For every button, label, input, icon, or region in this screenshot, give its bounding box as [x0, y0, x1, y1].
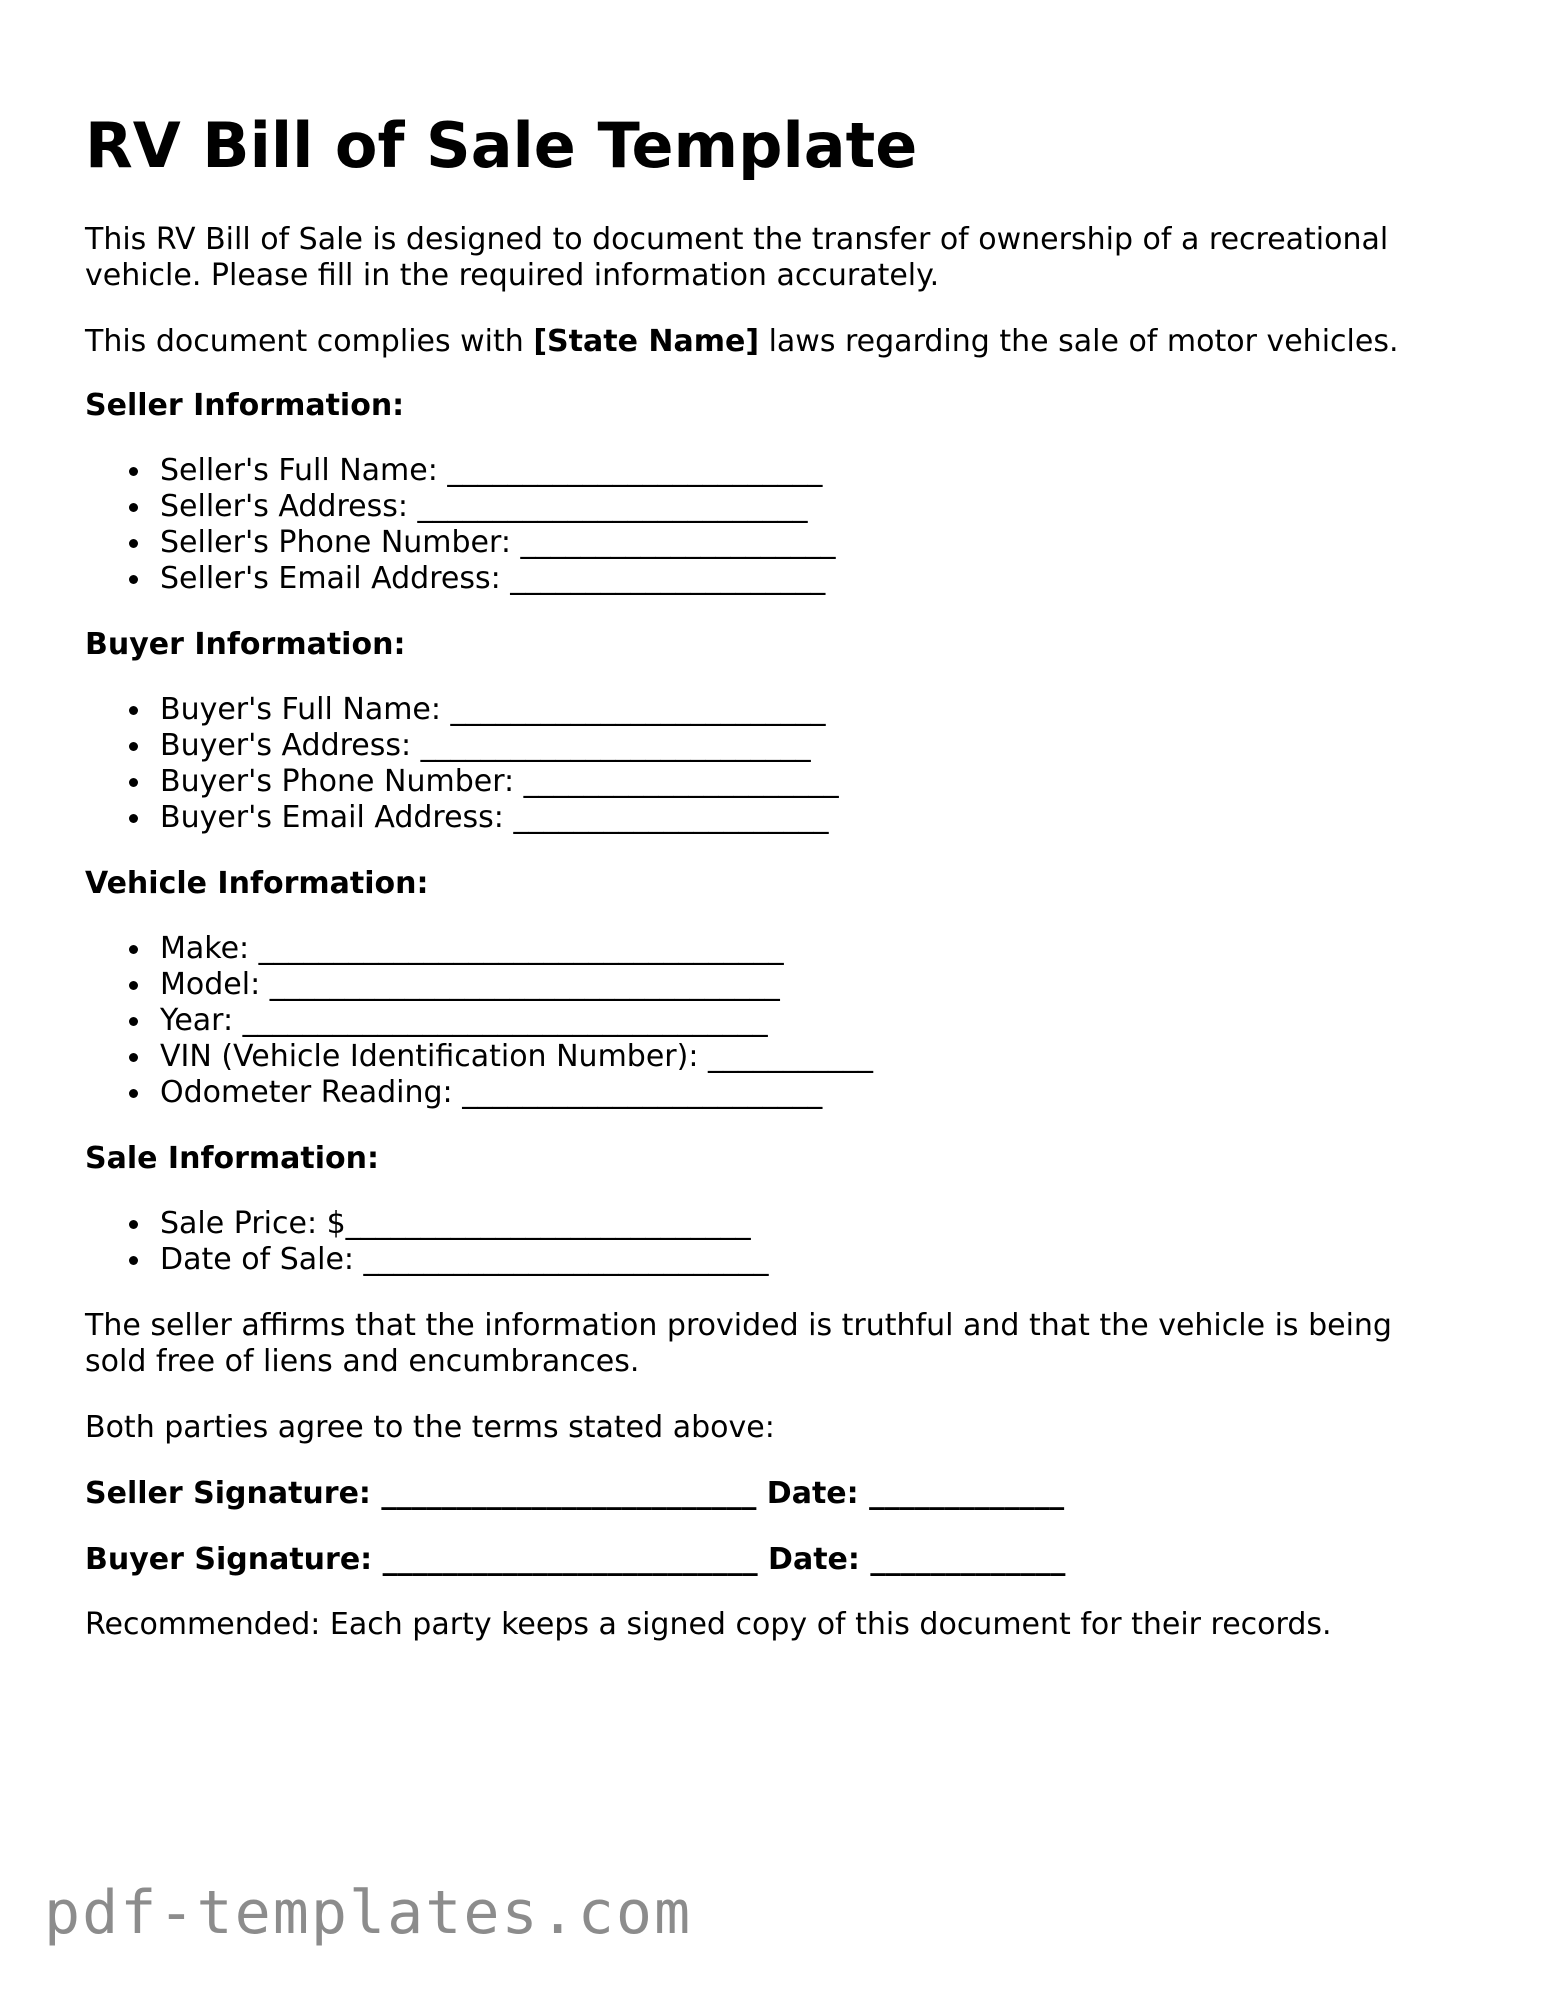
sale-section-heading: Sale Information: — [85, 1141, 379, 1176]
vehicle-make-field[interactable]: Make: ___________________________________ — [85, 931, 873, 967]
seller-full-name-field[interactable]: Seller's Full Name: _________________________ — [85, 453, 835, 489]
intro-line-2: vehicle. Please fill in the required information accurately. — [85, 258, 940, 293]
compliance-text-before: This document complies with — [85, 324, 534, 359]
compliance-paragraph — [85, 324, 1398, 360]
buyer-field-list — [85, 692, 839, 836]
seller-signature-line[interactable]: Seller Signature: _________________________ Date: _____________ — [85, 1476, 1065, 1511]
buyer-address-field[interactable]: Buyer's Address: __________________________ — [85, 728, 839, 764]
vehicle-vin-field[interactable]: VIN (Vehicle Identification Number): ___________ — [85, 1039, 873, 1075]
agreement-statement: Both parties agree to the terms stated above: — [85, 1410, 775, 1445]
affirmation-paragraph — [85, 1308, 1392, 1380]
seller-email-field[interactable]: Seller's Email Address: _____________________ — [85, 561, 835, 597]
sale-price-field[interactable]: Sale Price: $___________________________ — [85, 1206, 769, 1242]
buyer-phone-field[interactable]: Buyer's Phone Number: _____________________ — [85, 764, 839, 800]
intro-paragraph — [85, 222, 1388, 294]
page-title: RV Bill of Sale Template — [85, 109, 918, 182]
seller-phone-field[interactable]: Seller's Phone Number: _____________________ — [85, 525, 835, 561]
sale-field-list — [85, 1206, 769, 1278]
buyer-email-field[interactable]: Buyer's Email Address: _____________________ — [85, 800, 839, 836]
vehicle-section-heading: Vehicle Information: — [85, 866, 429, 901]
seller-section-heading: Seller Information: — [85, 388, 405, 423]
vehicle-field-list — [85, 931, 873, 1111]
vehicle-model-field[interactable]: Model: __________________________________ — [85, 967, 873, 1003]
seller-address-field[interactable]: Seller's Address: __________________________ — [85, 489, 835, 525]
buyer-section-heading: Buyer Information: — [85, 627, 406, 662]
vehicle-odometer-field[interactable]: Odometer Reading: ________________________ — [85, 1075, 873, 1111]
intro-line-1: This RV Bill of Sale is designed to document the transfer of ownership of a recreational — [85, 222, 1389, 257]
site-watermark: pdf-templates.com — [44, 1878, 693, 1948]
recommendation-note: Recommended: Each party keeps a signed copy of this document for their records. — [85, 1607, 1332, 1642]
state-name-placeholder: [State Name] — [533, 324, 760, 359]
seller-field-list — [85, 453, 835, 597]
buyer-signature-line[interactable]: Buyer Signature: _________________________ Date: _____________ — [85, 1542, 1066, 1577]
vehicle-year-field[interactable]: Year: ___________________________________ — [85, 1003, 873, 1039]
buyer-full-name-field[interactable]: Buyer's Full Name: _________________________ — [85, 692, 839, 728]
compliance-text-after: laws regarding the sale of motor vehicles. — [759, 324, 1399, 359]
affirmation-line-2: sold free of liens and encumbrances. — [85, 1344, 640, 1379]
sale-date-field[interactable]: Date of Sale: ___________________________ — [85, 1242, 769, 1278]
affirmation-line-1: The seller affirms that the information provided is truthful and that the vehicle is being — [85, 1308, 1392, 1343]
